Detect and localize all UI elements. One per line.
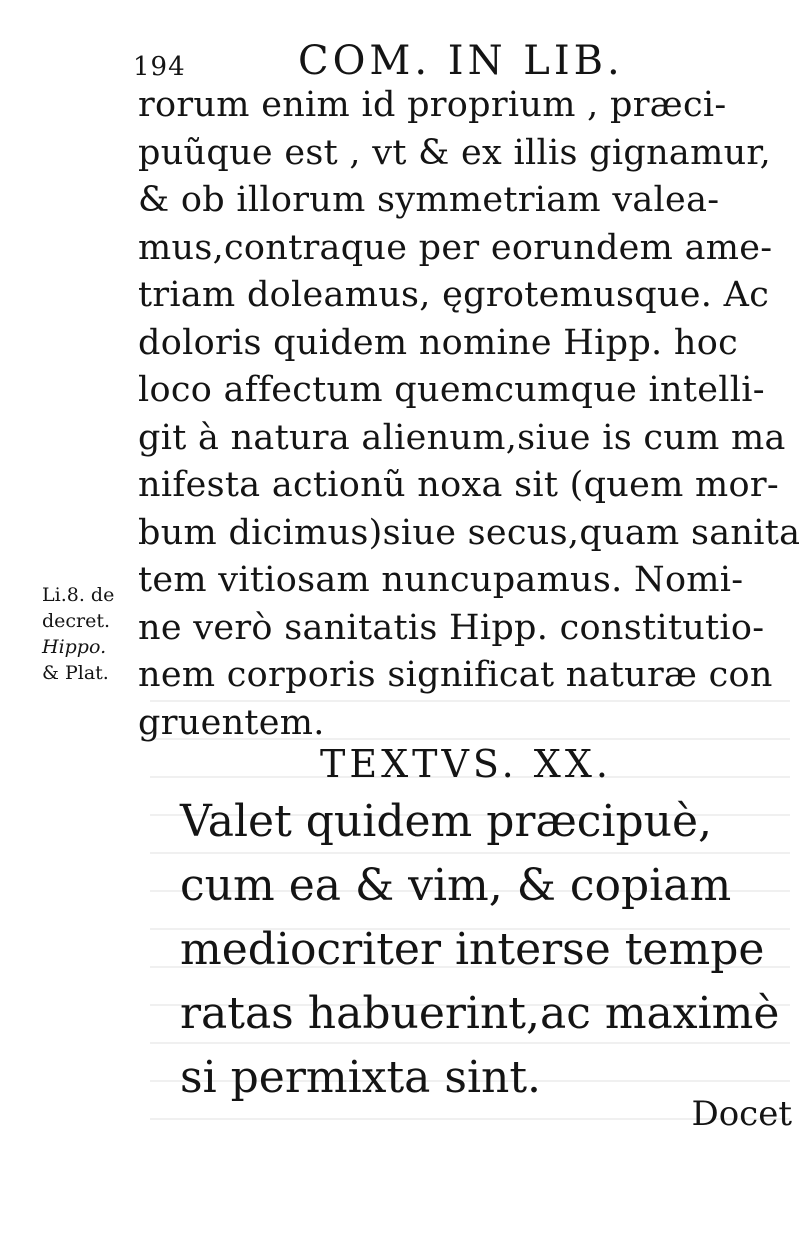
catchword: Docet — [691, 1094, 792, 1134]
margin-note-line: & Plat. — [42, 662, 109, 684]
commentary-text — [138, 82, 800, 747]
passage-line: Valet quidem præcipuè, — [180, 796, 713, 847]
running-head: COM. IN LIB. — [298, 38, 624, 84]
text-line: ne verò sanitatis Hipp. constitutio- — [138, 607, 765, 648]
margin-note-line: decret. — [42, 610, 111, 632]
text-line: rorum enim id proprium , præci- — [138, 85, 727, 125]
margin-note — [42, 582, 152, 686]
text-line: gruentem. — [138, 702, 325, 743]
passage-line: cum ea & vim, & copiam — [180, 860, 732, 911]
text-line: git à natura alienum,siue is cum ma — [138, 417, 786, 458]
text-line: loco affectum quemcumque intelli- — [138, 370, 765, 410]
text-line: mus,contraque per eorundem ame- — [138, 227, 773, 268]
text-line: tem vitiosam nuncupamus. Nomi- — [138, 560, 744, 600]
text-line: triam doleamus, ęgrotemusque. Ac — [138, 275, 770, 315]
textus-passage — [180, 790, 800, 1110]
text-line: & ob illorum symmetriam valea- — [138, 180, 720, 220]
section-heading: TEXTVS. XX. — [320, 742, 612, 786]
text-line: doloris quidem nomine Hipp. hoc — [138, 322, 738, 363]
text-line: nem corporis significat naturæ con — [138, 655, 773, 695]
margin-note-line: Li.8. de — [42, 584, 115, 606]
passage-line: ratas habuerint,ac maximè — [180, 988, 780, 1039]
text-line: puũque est , vt & ex illis gignamur, — [138, 132, 772, 173]
text-line: bum dicimus)siue secus,quam sanita — [138, 512, 800, 553]
passage-line: si permixta sint. — [180, 1052, 542, 1103]
margin-note-line: Hippo. — [42, 636, 107, 658]
text-line: nifesta actionũ noxa sit (quem mor- — [138, 465, 780, 505]
page-number: 194 — [133, 52, 186, 82]
passage-line: mediocriter interse tempe — [180, 924, 765, 975]
